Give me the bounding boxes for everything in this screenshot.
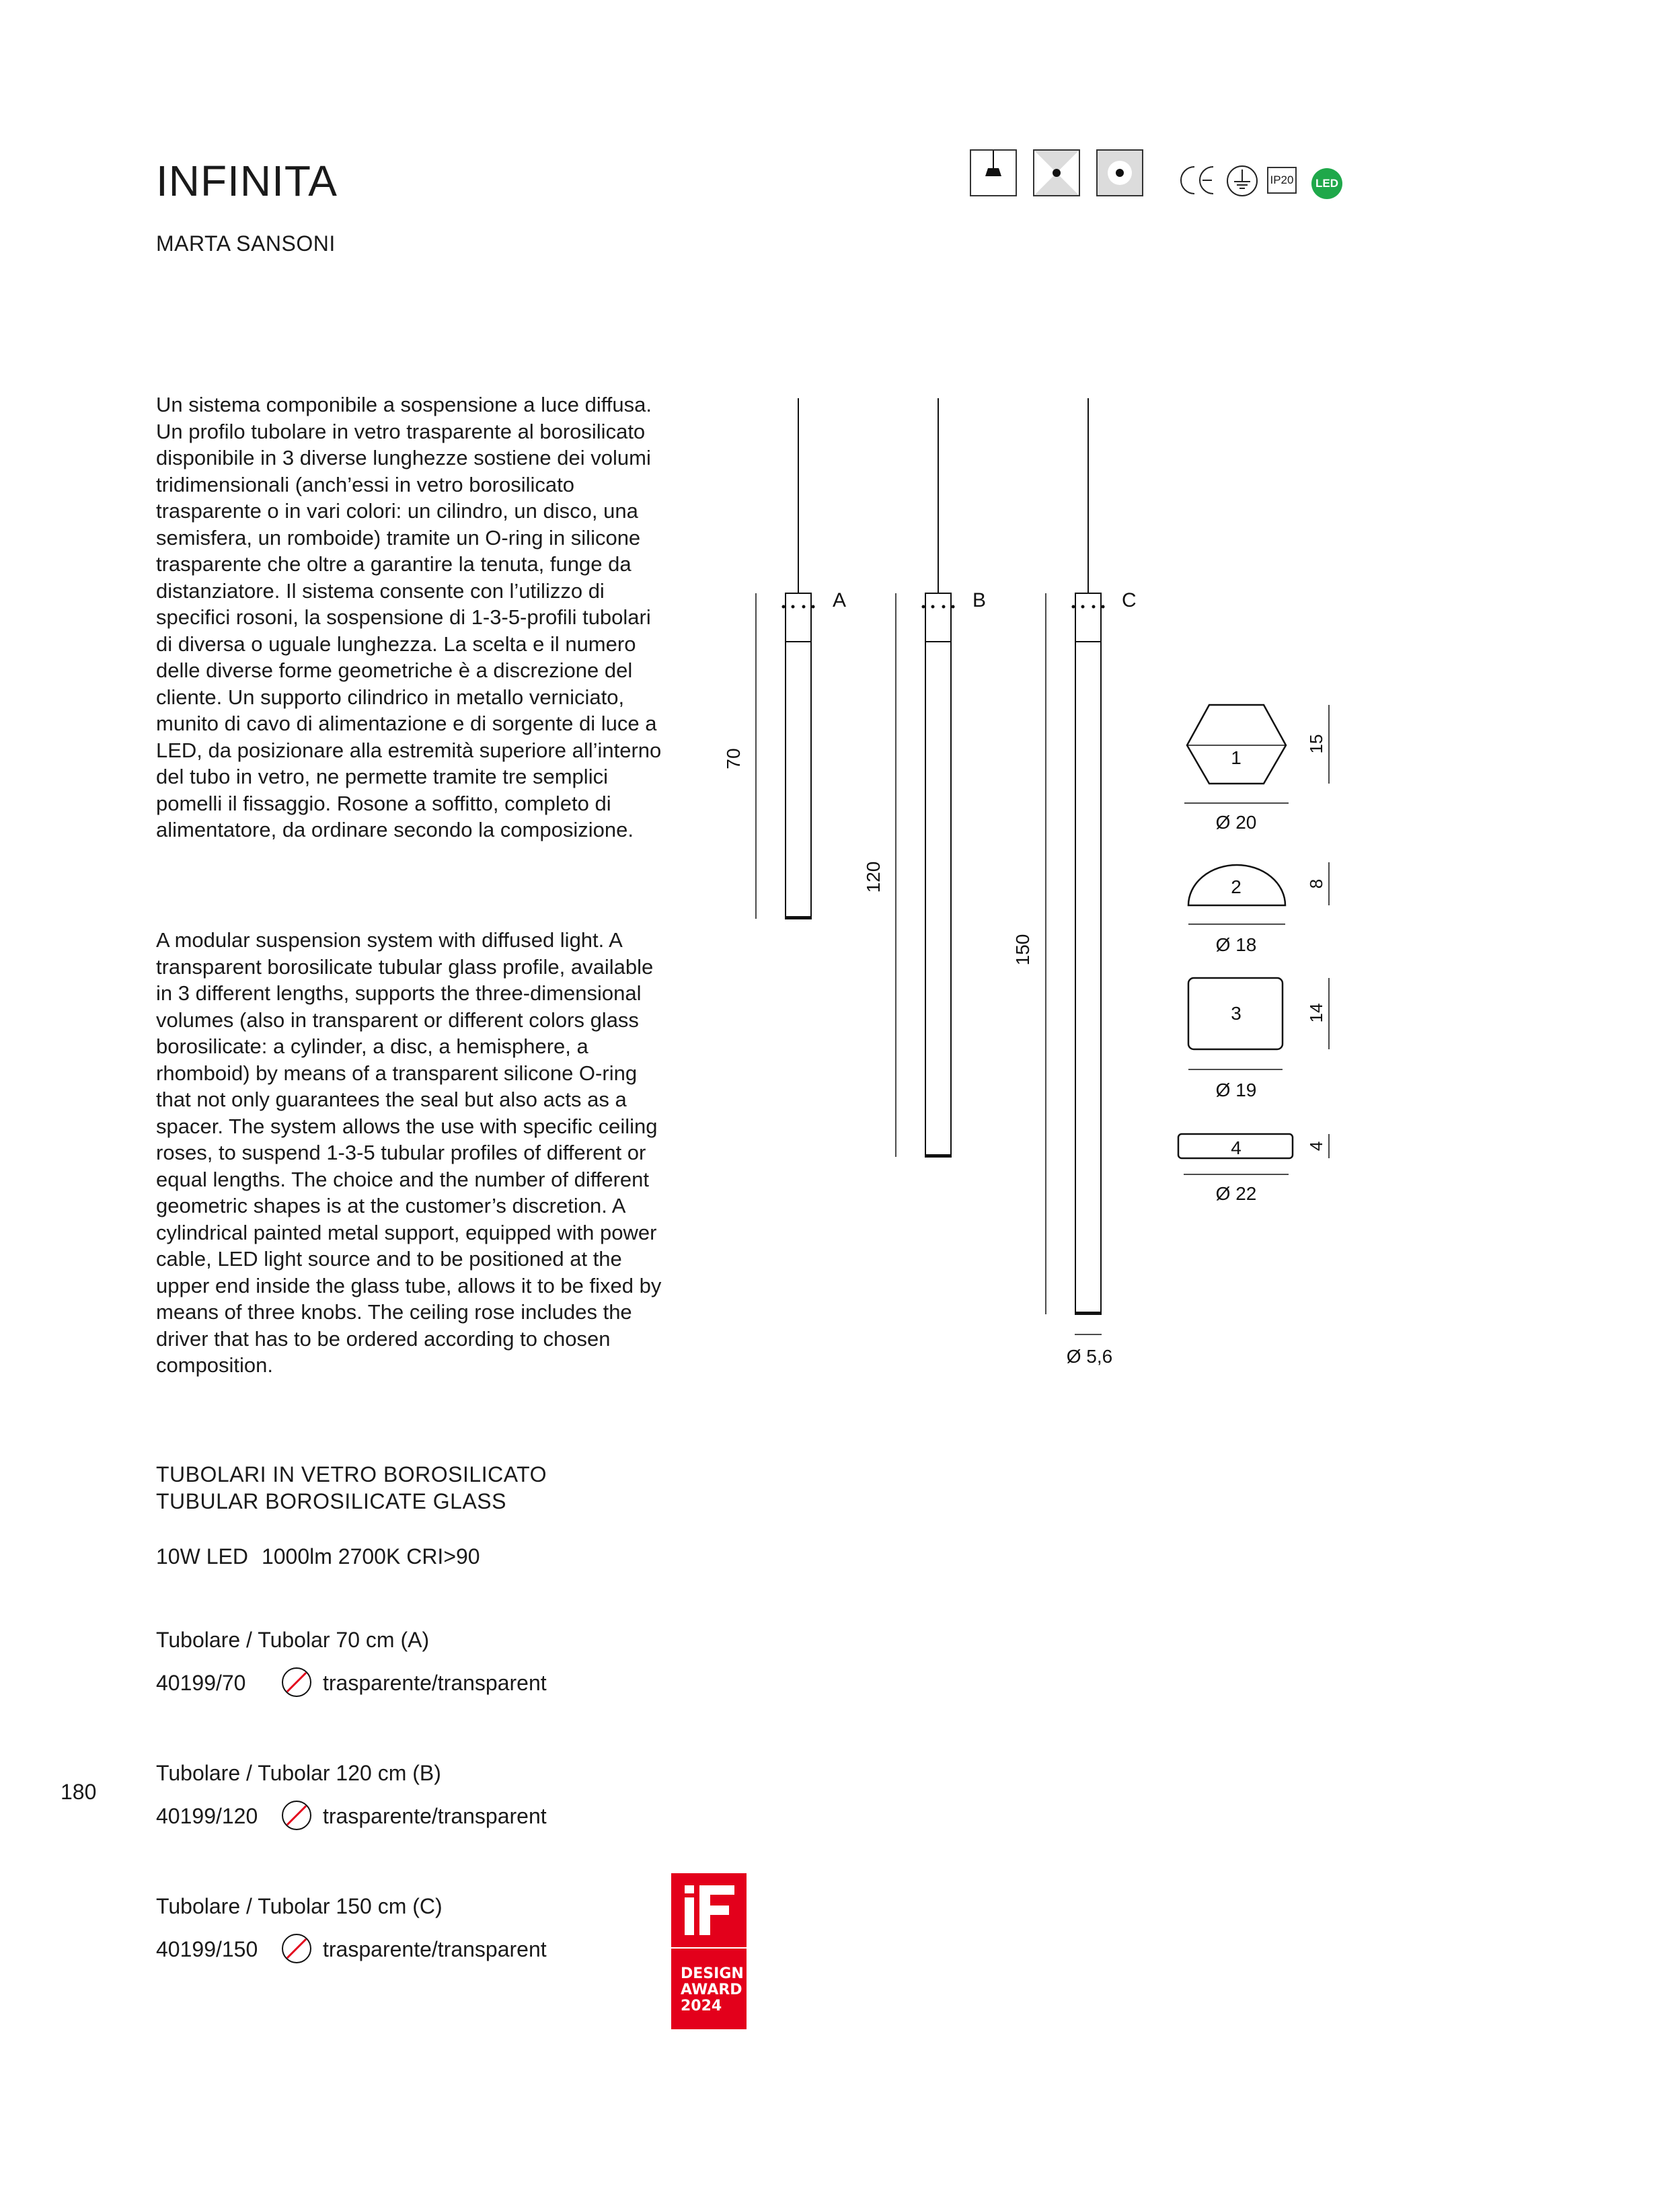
variant-code: 40199/70 bbox=[156, 1671, 246, 1695]
led-specs bbox=[156, 1544, 494, 1569]
technical-drawing bbox=[713, 390, 1345, 1372]
tube-c-height: 150 bbox=[1012, 934, 1033, 966]
award-line-2: AWARD bbox=[681, 1982, 742, 1998]
description-english bbox=[156, 927, 667, 1379]
shape-2-height: 8 bbox=[1306, 878, 1326, 889]
shape-3-cylinder bbox=[1188, 978, 1329, 1069]
tube-a-label: A bbox=[833, 589, 847, 611]
shape-4-height: 4 bbox=[1306, 1141, 1326, 1152]
tube-diameter-label: Ø 5,6 bbox=[1066, 1346, 1113, 1367]
award-text bbox=[681, 1966, 744, 2014]
tube-a-height: 70 bbox=[723, 748, 744, 769]
spec-led-power: 10W LED bbox=[156, 1544, 248, 1569]
shape-3-height: 14 bbox=[1306, 1003, 1326, 1023]
variant-finish: trasparente/transparent bbox=[323, 1804, 547, 1828]
ceiling-diffuse-icon bbox=[1033, 149, 1080, 196]
shape-3-number: 3 bbox=[1231, 1003, 1242, 1024]
section-heading-en: TUBULAR BOROSILICATE GLASS bbox=[156, 1489, 506, 1513]
shape-4-number: 4 bbox=[1231, 1137, 1242, 1158]
shape-1-height: 15 bbox=[1306, 734, 1326, 754]
award-line-3: 2024 bbox=[681, 1998, 722, 2014]
shape-2-diameter: Ø 18 bbox=[1215, 934, 1257, 955]
description-italian bbox=[156, 391, 667, 843]
tube-b-height: 120 bbox=[863, 861, 884, 893]
shape-2-number: 2 bbox=[1231, 876, 1242, 897]
led-icon: LED bbox=[1311, 168, 1342, 199]
ceiling-spot-icon bbox=[1096, 149, 1143, 196]
tube-c-label: C bbox=[1122, 589, 1137, 611]
description-italian-text: Un sistema componibile a sospensione a luce diffusa. Un profilo tubolare in vetro trasparente al borosilicato disponibile in 3 diverse lunghezze sostiene dei volumi tridimensionali (anch’essi in vetro borosilicato trasparente o in vari colori: un cilindro, un disco, una semisfera, un romboide) tramite un O-ring in silicone trasparente che oltre a garantire la tenuta, funge da distanziatore. Il sistema consente con l’utilizzo di specifici rosoni, la sospensione di 1-3-5-profili tubolari di diversa o uguale lunghezza. La scelta e il numero delle diverse forme geometriche è a discrezione del cliente. Un supporto cilindrico in metallo verniciato, munito di cavo di alimentazione e di sorgente di luce a LED, da posizionare alla estremità superiore all’interno del tubo in vetro, ne permette tramite tre semplici pomelli il fissaggio. Rosone a soffitto, completo di alimentatore, da ordinare secondo la composizione. bbox=[156, 393, 662, 841]
transparent-finish-icon bbox=[281, 1800, 312, 1831]
variant-title: Tubolare / Tubolar 120 cm (B) bbox=[156, 1761, 441, 1785]
transparent-finish-icon bbox=[281, 1933, 312, 1964]
variant-title: Tubolare / Tubolar 70 cm (A) bbox=[156, 1628, 430, 1652]
tube-b-drawing bbox=[896, 398, 955, 1157]
ip20-icon: IP20 bbox=[1267, 167, 1297, 194]
tube-b-label: B bbox=[972, 589, 987, 611]
shape-4-diameter: Ø 22 bbox=[1215, 1183, 1257, 1204]
description-english-text: A modular suspension system with diffused light. A transparent borosilicate tubular glass profile, available in 3 different lengths, supports the three-dimensional volumes (also in transparent or different colors glass borosilicate: a cylinder, a disc, a hemisphere, a rhomboid) by means of a transparent silicone O-ring that not only guarantees the seal but also acts as a spacer. The system allows the use with specific ceiling roses, to suspend 1-3-5 tubular profiles of different or equal lengths. The choice and the number of different geometric shapes is at the customer’s discretion. A cylindrical painted metal support, equipped with power cable, LED light source and to be positioned at the upper end inside the glass tube, allows it to be fixed by means of three knobs. The ceiling rose includes the driver that has to be ordered according to chosen composition. bbox=[156, 928, 662, 1377]
award-line-1: DESIGN bbox=[681, 1965, 744, 1982]
pendant-lamp-icon bbox=[970, 149, 1017, 196]
product-title: INFINITA bbox=[156, 157, 338, 205]
spec-led-details: 1000lm 2700K CRI>90 bbox=[261, 1544, 480, 1569]
ce-mark-icon bbox=[1178, 163, 1219, 198]
shape-1-number: 1 bbox=[1231, 747, 1242, 768]
variant-title: Tubolare / Tubolar 150 cm (C) bbox=[156, 1894, 443, 1918]
transparent-finish-icon bbox=[281, 1667, 312, 1698]
section-heading-it: TUBOLARI IN VETRO BOROSILICATO bbox=[156, 1462, 547, 1486]
shape-3-diameter: Ø 19 bbox=[1215, 1080, 1257, 1100]
variant-code: 40199/150 bbox=[156, 1937, 258, 1961]
variant-code: 40199/120 bbox=[156, 1804, 258, 1828]
shape-2-hemisphere bbox=[1188, 862, 1329, 924]
shape-4-disc bbox=[1178, 1134, 1329, 1174]
tube-c-drawing bbox=[1046, 398, 1105, 1334]
tube-a-drawing bbox=[756, 398, 815, 919]
if-design-award-badge bbox=[671, 1873, 747, 2029]
shape-1-diameter: Ø 20 bbox=[1215, 812, 1257, 833]
if-logo-icon bbox=[671, 1873, 747, 1949]
variant-finish: trasparente/transparent bbox=[323, 1671, 547, 1695]
class-i-earth-icon bbox=[1225, 164, 1259, 198]
variant-finish: trasparente/transparent bbox=[323, 1937, 547, 1961]
page-number: 180 bbox=[61, 1780, 97, 1804]
designer-name: MARTA SANSONI bbox=[156, 231, 336, 256]
